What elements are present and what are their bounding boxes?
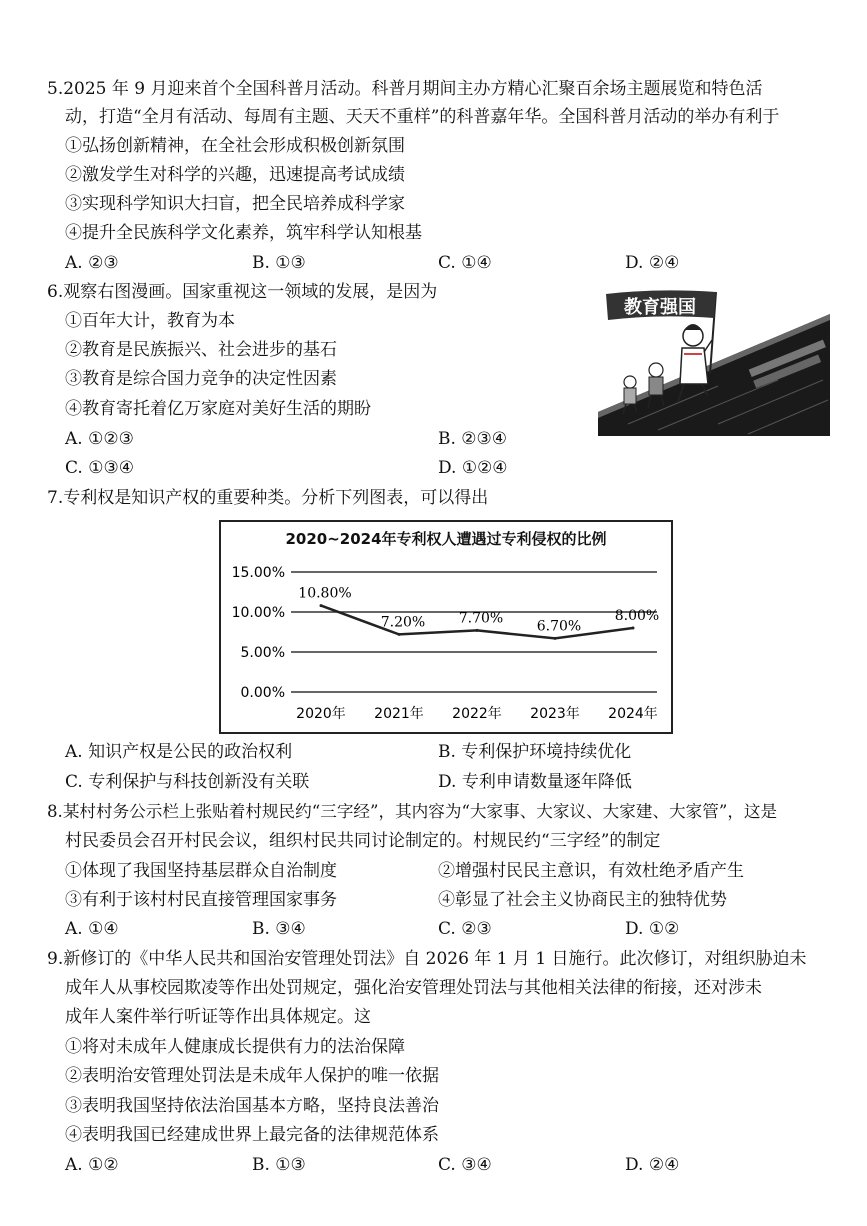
y-tick-label: 0.00%	[240, 685, 285, 701]
x-tick-label: 2021年	[374, 706, 424, 722]
x-tick-label: 2023年	[530, 706, 580, 722]
q7-option-c[interactable]: C. 专利保护与科技创新没有关联	[65, 772, 310, 792]
q8-option-a[interactable]: A. ①④	[65, 919, 119, 939]
q6-option-a[interactable]: A. ①②③	[65, 429, 134, 449]
data-label: 10.80%	[298, 585, 352, 602]
q8-item-4: ④彰显了社会主义协商民主的独特优势	[438, 890, 727, 910]
y-tick-label: 10.00%	[231, 605, 285, 621]
q9-option-a[interactable]: A. ①②	[65, 1155, 119, 1175]
q5-option-b[interactable]: B. ①③	[252, 253, 306, 273]
q8-item-3: ③有利于该村村民直接管理国家事务	[65, 890, 337, 910]
q5-stem-line2: 动，打造“全月有活动、每周有主题、天天不重样”的科普嘉年华。全国科普月活动的举办有利于	[65, 107, 780, 127]
q5-option-a[interactable]: A. ②③	[65, 253, 119, 273]
q6-item-4: ④教育寄托着亿万家庭对美好生活的期盼	[65, 399, 371, 419]
q9-item-3: ③表明我国坚持依法治国基本方略，坚持良法善治	[65, 1096, 439, 1116]
q5-option-c[interactable]: C. ①④	[438, 253, 492, 273]
q6-item-3: ③教育是综合国力竞争的决定性因素	[65, 369, 337, 389]
q8-stem-line2: 村民委员会召开村民会议，组织村民共同讨论制定的。村规民约“三字经”的制定	[65, 831, 661, 851]
q6-option-b[interactable]: B. ②③④	[438, 429, 508, 449]
data-point	[320, 604, 323, 607]
q5-option-d[interactable]: D. ②④	[625, 253, 680, 273]
q7-option-a[interactable]: A. 知识产权是公民的政治权利	[65, 742, 293, 762]
q9-item-4: ④表明我国已经建成世界上最完备的法律规范体系	[65, 1125, 439, 1145]
x-tick-label: 2020年	[296, 706, 346, 722]
cartoon-banner-text: 教育强国	[624, 297, 696, 318]
cartoon-illustration	[598, 284, 830, 436]
y-tick-label: 15.00%	[231, 565, 285, 581]
q6-stem: 6.观察右图漫画。国家重视这一领域的发展，是因为	[47, 282, 438, 302]
data-point	[632, 627, 635, 630]
y-tick-label: 5.00%	[240, 645, 285, 661]
q5-item-3: ③实现科学知识大扫盲，把全民培养成科学家	[65, 194, 405, 214]
data-point	[398, 633, 401, 636]
q9-option-c[interactable]: C. ③④	[438, 1155, 492, 1175]
patent-infringement-chart	[219, 520, 673, 734]
data-label: 7.70%	[458, 610, 504, 627]
chart-plot	[221, 522, 671, 732]
data-point	[476, 629, 479, 632]
q9-stem-line1: 9.新修订的《中华人民共和国治安管理处罚法》自 2026 年 1 月 1 日施行。此次修订，对组织胁迫未	[47, 949, 807, 969]
q8-item-2: ②增强村民民主意识，有效杜绝矛盾产生	[438, 861, 744, 881]
q5-stem-line1: 5.2025 年 9 月迎来首个全国科普月活动。科普月期间主办方精心汇聚百余场主题展览和特色活	[47, 79, 763, 99]
q8-option-c[interactable]: C. ②③	[438, 919, 492, 939]
data-label: 6.70%	[536, 618, 582, 635]
q9-item-2: ②表明治安管理处罚法是未成年人保护的唯一依据	[65, 1066, 439, 1086]
x-tick-label: 2022年	[452, 706, 502, 722]
q6-item-2: ②教育是民族振兴、社会进步的基石	[65, 340, 337, 360]
q7-option-d[interactable]: D. 专利申请数量逐年降低	[438, 772, 632, 792]
q6-option-c[interactable]: C. ①③④	[65, 458, 134, 478]
q7-option-b[interactable]: B. 专利保护环境持续优化	[438, 742, 632, 762]
data-point	[554, 637, 557, 640]
x-tick-label: 2024年	[608, 706, 658, 722]
q8-stem-line1: 8.某村村务公示栏上张贴着村规民约“三字经”，其内容为“大家事、大家议、大家建、大家管”，这是	[47, 802, 778, 821]
q5-item-2: ②激发学生对科学的兴趣，迅速提高考试成绩	[65, 165, 405, 185]
data-label: 8.00%	[614, 608, 660, 624]
data-label: 7.20%	[380, 614, 426, 631]
education-cartoon	[598, 284, 830, 436]
q9-stem-line3: 成年人案件举行听证等作出具体规定。这	[65, 1007, 371, 1027]
q8-item-1: ①体现了我国坚持基层群众自治制度	[65, 861, 337, 881]
q7-stem: 7.专利权是知识产权的重要种类。分析下列图表，可以得出	[47, 488, 489, 508]
q8-option-d[interactable]: D. ①②	[625, 919, 680, 939]
q9-item-1: ①将对未成年人健康成长提供有力的法治保障	[65, 1037, 405, 1057]
q9-option-d[interactable]: D. ②④	[625, 1155, 680, 1175]
q5-item-1: ①弘扬创新精神，在全社会形成积极创新氛围	[65, 136, 405, 156]
q8-option-b[interactable]: B. ③④	[252, 919, 306, 939]
q5-item-4: ④提升全民族科学文化素养，筑牢科学认知根基	[65, 223, 422, 243]
q6-item-1: ①百年大计，教育为本	[65, 311, 235, 331]
q9-stem-line2: 成年人从事校园欺凌等作出处罚规定，强化治安管理处罚法与其他相关法律的衔接，还对涉未	[65, 978, 762, 998]
chart-title: 2020~2024年专利权人遭遇过专利侵权的比例	[285, 530, 607, 548]
q9-option-b[interactable]: B. ①③	[252, 1155, 306, 1175]
q6-option-d[interactable]: D. ①②④	[438, 458, 508, 478]
